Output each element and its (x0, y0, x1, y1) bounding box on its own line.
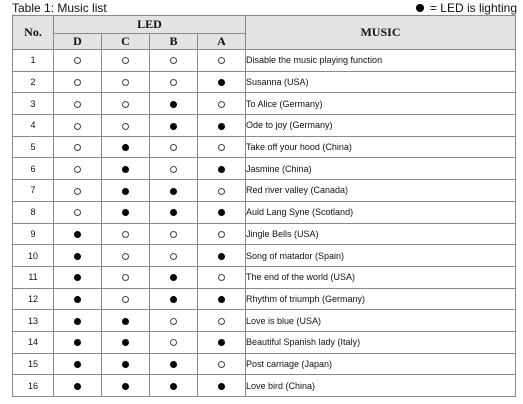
led-a-cell (198, 71, 246, 93)
filled-dot-icon (74, 339, 81, 346)
music-table (12, 15, 516, 397)
music-title: The end of the world (USA) (246, 266, 516, 288)
music-title: Post carriage (Japan) (246, 353, 516, 375)
empty-circle-icon (170, 57, 177, 64)
led-c-cell (102, 201, 150, 223)
legend-text: = LED is lighting (429, 1, 517, 15)
empty-circle-icon (122, 274, 129, 281)
led-c-cell (102, 93, 150, 115)
led-a-cell (198, 310, 246, 332)
header-led-d: D (54, 34, 102, 50)
empty-circle-icon (170, 166, 177, 173)
table-caption: Table 1: Music list (12, 1, 107, 15)
table-row (13, 288, 516, 310)
led-d-cell (54, 50, 102, 72)
header-led-a: A (198, 34, 246, 50)
empty-circle-icon (122, 123, 129, 130)
filled-dot-icon (170, 274, 177, 281)
led-b-cell (150, 115, 198, 137)
row-number: 7 (13, 180, 54, 202)
music-title: Ode to joy (Germany) (246, 115, 516, 137)
empty-circle-icon (218, 144, 225, 151)
table-row (13, 353, 516, 375)
empty-circle-icon (170, 79, 177, 86)
led-b-cell (150, 331, 198, 353)
filled-dot-icon (122, 318, 129, 325)
table-row (13, 71, 516, 93)
filled-dot-icon (218, 209, 225, 216)
led-b-cell (150, 245, 198, 267)
header-led-c: C (102, 34, 150, 50)
empty-circle-icon (218, 101, 225, 108)
filled-dot-icon (218, 166, 225, 173)
music-title: Jasmine (China) (246, 158, 516, 180)
led-b-cell (150, 180, 198, 202)
led-a-cell (198, 353, 246, 375)
filled-dot-icon (122, 361, 129, 368)
table-row (13, 50, 516, 72)
led-d-cell (54, 93, 102, 115)
led-c-cell (102, 245, 150, 267)
empty-circle-icon (74, 166, 81, 173)
empty-circle-icon (74, 123, 81, 130)
filled-dot-icon (170, 188, 177, 195)
led-c-cell (102, 223, 150, 245)
filled-dot-icon (74, 274, 81, 281)
music-title: Rhythm of triumph (Germany) (246, 288, 516, 310)
row-number: 3 (13, 93, 54, 115)
empty-circle-icon (218, 57, 225, 64)
row-number: 9 (13, 223, 54, 245)
empty-circle-icon (74, 79, 81, 86)
filled-dot-icon (170, 361, 177, 368)
led-b-cell (150, 266, 198, 288)
led-d-cell (54, 71, 102, 93)
led-c-cell (102, 115, 150, 137)
led-a-cell (198, 93, 246, 115)
filled-dot-icon (170, 209, 177, 216)
filled-dot-icon (170, 383, 177, 390)
music-title: Love is blue (USA) (246, 310, 516, 332)
led-c-cell (102, 71, 150, 93)
music-title: Love bird (China) (246, 375, 516, 397)
led-b-cell (150, 201, 198, 223)
empty-circle-icon (170, 253, 177, 260)
led-c-cell (102, 266, 150, 288)
row-number: 13 (13, 310, 54, 332)
empty-circle-icon (74, 188, 81, 195)
led-a-cell (198, 136, 246, 158)
row-number: 1 (13, 50, 54, 72)
led-c-cell (102, 158, 150, 180)
music-title: Disable the music playing function (246, 50, 516, 72)
table-row (13, 310, 516, 332)
header-music: MUSIC (246, 16, 516, 50)
led-a-cell (198, 180, 246, 202)
led-a-cell (198, 331, 246, 353)
table-row (13, 180, 516, 202)
empty-circle-icon (74, 209, 81, 216)
led-b-cell (150, 93, 198, 115)
filled-dot-icon (218, 296, 225, 303)
led-a-cell (198, 288, 246, 310)
led-a-cell (198, 375, 246, 397)
led-a-cell (198, 245, 246, 267)
empty-circle-icon (122, 79, 129, 86)
row-number: 2 (13, 71, 54, 93)
filled-dot-icon (170, 296, 177, 303)
music-title: Susanna (USA) (246, 71, 516, 93)
filled-dot-icon (74, 296, 81, 303)
legend (416, 1, 517, 15)
row-number: 16 (13, 375, 54, 397)
header-no: No. (13, 16, 54, 50)
filled-dot-icon (416, 4, 424, 12)
led-c-cell (102, 288, 150, 310)
empty-circle-icon (170, 144, 177, 151)
led-b-cell (150, 71, 198, 93)
led-a-cell (198, 50, 246, 72)
filled-dot-icon (122, 383, 129, 390)
filled-dot-icon (218, 383, 225, 390)
filled-dot-icon (74, 383, 81, 390)
filled-dot-icon (122, 166, 129, 173)
led-d-cell (54, 201, 102, 223)
table-row (13, 115, 516, 137)
led-b-cell (150, 158, 198, 180)
led-d-cell (54, 375, 102, 397)
empty-circle-icon (74, 101, 81, 108)
filled-dot-icon (122, 144, 129, 151)
led-d-cell (54, 331, 102, 353)
empty-circle-icon (218, 188, 225, 195)
led-c-cell (102, 50, 150, 72)
led-d-cell (54, 310, 102, 332)
empty-circle-icon (122, 101, 129, 108)
led-c-cell (102, 375, 150, 397)
led-d-cell (54, 353, 102, 375)
led-b-cell (150, 223, 198, 245)
led-d-cell (54, 245, 102, 267)
led-d-cell (54, 158, 102, 180)
empty-circle-icon (74, 144, 81, 151)
caption-row (12, 1, 517, 15)
table-row (13, 158, 516, 180)
filled-dot-icon (218, 339, 225, 346)
led-b-cell (150, 310, 198, 332)
led-b-cell (150, 375, 198, 397)
music-title: Jingle Bells (USA) (246, 223, 516, 245)
table-row (13, 223, 516, 245)
empty-circle-icon (218, 361, 225, 368)
filled-dot-icon (122, 209, 129, 216)
row-number: 10 (13, 245, 54, 267)
row-number: 6 (13, 158, 54, 180)
filled-dot-icon (218, 253, 225, 260)
music-title: Auld Lang Syne (Scotland) (246, 201, 516, 223)
filled-dot-icon (74, 318, 81, 325)
filled-dot-icon (74, 231, 81, 238)
filled-dot-icon (218, 79, 225, 86)
empty-circle-icon (218, 231, 225, 238)
music-title: Song of matador (Spain) (246, 245, 516, 267)
music-title: Red river valley (Canada) (246, 180, 516, 202)
music-title: Beautiful Spanish lady (Italy) (246, 331, 516, 353)
led-c-cell (102, 331, 150, 353)
empty-circle-icon (122, 296, 129, 303)
empty-circle-icon (170, 339, 177, 346)
led-c-cell (102, 353, 150, 375)
led-b-cell (150, 288, 198, 310)
filled-dot-icon (122, 339, 129, 346)
empty-circle-icon (218, 318, 225, 325)
led-a-cell (198, 266, 246, 288)
table-row (13, 266, 516, 288)
music-title: Take off your hood (China) (246, 136, 516, 158)
row-number: 5 (13, 136, 54, 158)
row-number: 12 (13, 288, 54, 310)
table-row (13, 93, 516, 115)
row-number: 11 (13, 266, 54, 288)
empty-circle-icon (122, 231, 129, 238)
row-number: 4 (13, 115, 54, 137)
empty-circle-icon (122, 253, 129, 260)
led-b-cell (150, 136, 198, 158)
header-led: LED (54, 16, 246, 34)
led-d-cell (54, 266, 102, 288)
led-c-cell (102, 310, 150, 332)
filled-dot-icon (74, 253, 81, 260)
table-row (13, 375, 516, 397)
row-number: 8 (13, 201, 54, 223)
filled-dot-icon (74, 361, 81, 368)
led-d-cell (54, 136, 102, 158)
led-d-cell (54, 115, 102, 137)
led-d-cell (54, 223, 102, 245)
led-b-cell (150, 50, 198, 72)
row-number: 15 (13, 353, 54, 375)
filled-dot-icon (122, 188, 129, 195)
led-b-cell (150, 353, 198, 375)
empty-circle-icon (218, 274, 225, 281)
filled-dot-icon (170, 123, 177, 130)
led-a-cell (198, 115, 246, 137)
empty-circle-icon (122, 57, 129, 64)
led-c-cell (102, 180, 150, 202)
led-d-cell (54, 180, 102, 202)
empty-circle-icon (170, 231, 177, 238)
table-row (13, 245, 516, 267)
led-a-cell (198, 158, 246, 180)
row-number: 14 (13, 331, 54, 353)
empty-circle-icon (74, 57, 81, 64)
table-row (13, 331, 516, 353)
music-title: To Alice (Germany) (246, 93, 516, 115)
filled-dot-icon (170, 101, 177, 108)
led-d-cell (54, 288, 102, 310)
led-a-cell (198, 223, 246, 245)
empty-circle-icon (170, 318, 177, 325)
table-row (13, 201, 516, 223)
filled-dot-icon (218, 123, 225, 130)
header-led-b: B (150, 34, 198, 50)
led-c-cell (102, 136, 150, 158)
led-a-cell (198, 201, 246, 223)
table-row (13, 136, 516, 158)
